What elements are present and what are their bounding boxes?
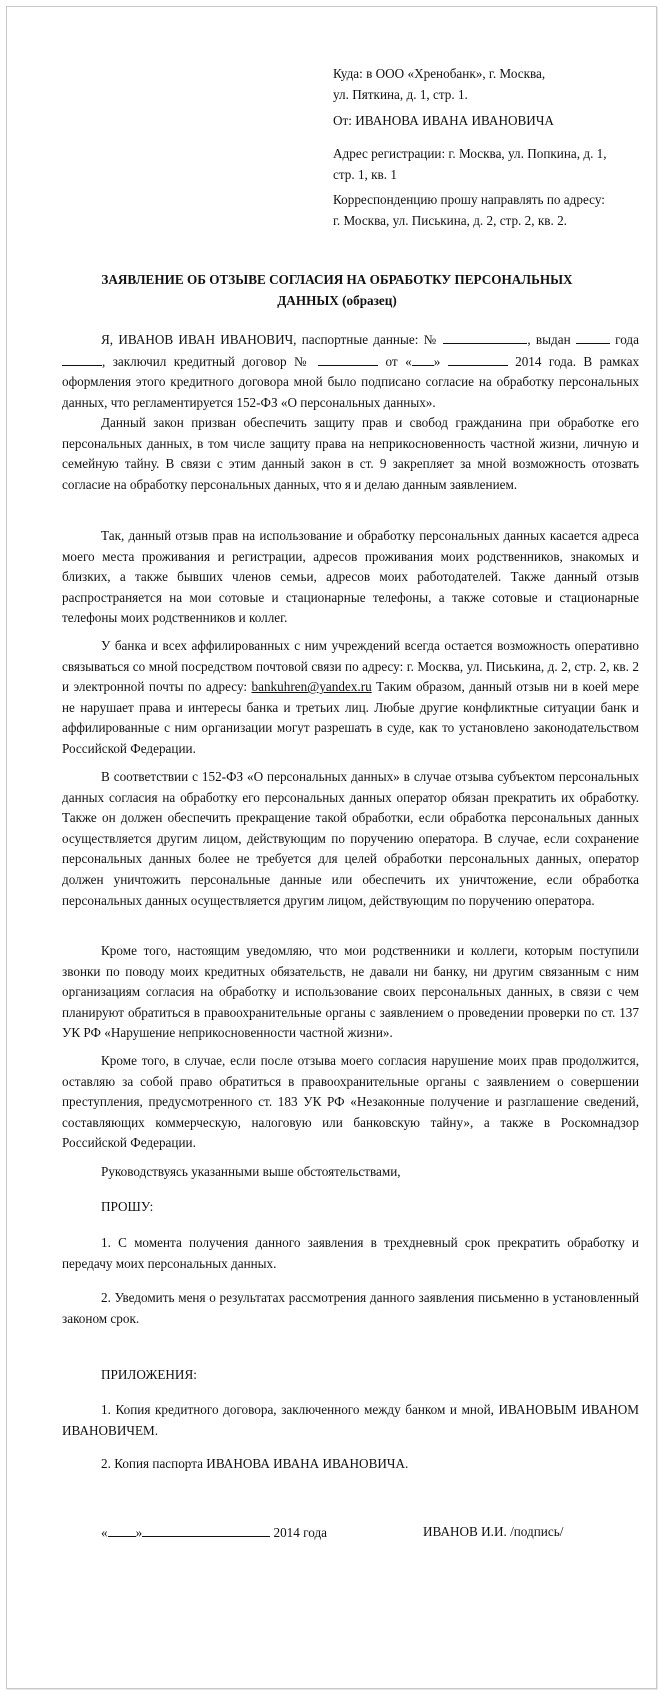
att1-text: 1. Копия кредитного договора, заключенного между банком и мной, ИВАНОВЫМ ИВАНОМ ИВАНОВИЧЕМ. xyxy=(62,1402,639,1438)
recipient-block xyxy=(333,64,638,105)
date-line xyxy=(101,1522,327,1544)
email-link[interactable]: bankuhren@yandex.ru xyxy=(251,679,372,695)
date-day-blank xyxy=(108,1522,136,1537)
date-year: 2014 года xyxy=(273,1525,328,1540)
correspondence-line-2: г. Москва, ул. Писькина, д. 2, стр. 2, кв. 2. xyxy=(333,212,567,228)
issued-by-blank xyxy=(576,329,610,344)
paragraph-7 xyxy=(62,1051,639,1154)
contract-number-blank xyxy=(318,351,378,366)
correspondence-line-1: Корреспонденцию прошу направлять по адресу: xyxy=(333,192,605,207)
req1-text: 1. С момента получения данного заявления в трехдневный срок прекратить обработку и передачу моих персональных данных. xyxy=(62,1235,639,1271)
registration-address xyxy=(333,144,638,185)
document-title xyxy=(67,270,607,312)
recipient-line-1: Куда: в ООО «Хренобанк», г. Москва, xyxy=(333,66,546,81)
p5-text: В соответствии с 152-ФЗ «О персональных данных» в случае отзыва субъектом персональных данных согласия на обработку его персональных данных оператор обязан прекратить их обработку. Также он должен обеспечить прекращение такой обработки, если обработка персональных данных осуществляется другим лицом, действующим по поручению оператора. В случае, если сохранение персональных данных более не требуется для целей обработки персональных данных, оператор должен уничтожить персональные данные или обеспечить их уничтожение, если обработка персональных данных осуществляется другим лицом, действующим по поручению оператора. xyxy=(62,769,639,908)
paragraph-3 xyxy=(62,526,639,629)
paragraph-2 xyxy=(62,413,639,495)
sender-line: От: ИВАНОВА ИВАНА ИВАНОВИЧА xyxy=(333,113,554,128)
paragraph-1 xyxy=(62,329,639,413)
document-page xyxy=(6,6,657,1689)
p1-text-f: » xyxy=(433,353,441,369)
paragraph-5 xyxy=(62,767,639,911)
passport-number-blank xyxy=(443,329,527,344)
registration-line-1: Адрес регистрации: г. Москва, ул. Попкина, д. 1, xyxy=(333,146,607,161)
paragraph-6 xyxy=(62,941,639,1044)
title-line-2: ДАННЫХ (образец) xyxy=(277,292,397,308)
p1-text-a: Я, ИВАНОВ ИВАН ИВАНОВИЧ, паспортные данные: № xyxy=(101,332,439,347)
title-line-1: ЗАЯВЛЕНИЕ ОБ ОТЗЫВЕ СОГЛАСИЯ НА ОБРАБОТКУ ПЕРСОНАЛЬНЫХ xyxy=(101,272,573,287)
contract-month-blank xyxy=(448,351,508,366)
issue-year-blank xyxy=(62,351,102,366)
date-close-quote: » xyxy=(135,1525,143,1540)
prosh-text: ПРОШУ: xyxy=(101,1199,154,1214)
attachments-title: ПРИЛОЖЕНИЯ: xyxy=(101,1367,197,1382)
attachment-item-2 xyxy=(62,1454,639,1475)
signature-line: ИВАНОВ И.И. /подпись/ xyxy=(423,1524,564,1539)
p1-text-d: , заключил кредитный договор № xyxy=(102,353,311,369)
date-month-blank xyxy=(142,1522,270,1537)
request-item-2 xyxy=(62,1288,639,1329)
request-heading xyxy=(62,1197,639,1218)
attachments-heading xyxy=(62,1365,639,1386)
correspondence-address xyxy=(333,190,638,231)
p7-text: Кроме того, в случае, если после отзыва моего согласия нарушение моих прав продолжится, оставляю за собой право обратиться в правоохранительные органы с заявлением о совершении преступления, предусмотренного ст. 183 УК РФ «Незаконные получение и разглашение сведений, составляющих коммерческую, налоговую или банковскую тайну», а также в Роскомнадзор Российской Федерации. xyxy=(62,1053,639,1151)
p1-text-b: , выдан xyxy=(527,332,571,347)
p1-text-e: от « xyxy=(385,353,412,369)
p4-text-a: У банка и всех аффилированных с ним учреждений всегда остается возможность оперативно связываться со мной посредством почтовой связи по адресу: г. Москва, ул. Писькина, д. 2, стр. 2, кв. 2 и электронной почты по адресу: xyxy=(62,638,639,695)
p1-text-c: года xyxy=(615,332,639,347)
date-open-quote: « xyxy=(101,1525,108,1540)
paragraph-4 xyxy=(62,636,639,760)
attachment-item-1 xyxy=(62,1400,639,1441)
registration-line-2: стр. 1, кв. 1 xyxy=(333,166,397,182)
paragraph-8 xyxy=(62,1162,639,1183)
p2-text: Данный закон призван обеспечить защиту прав и свобод гражданина при обработке его персональных данных, в том числе защиту права на неприкосновенность частной жизни, личную и семейную тайну. В связи с этим данный закон в ст. 9 закрепляет за мной возможность отозвать согласие на обработку персональных данных, что я и делаю данным заявлением. xyxy=(62,415,639,492)
request-item-1 xyxy=(62,1233,639,1274)
p4-text-b: Таким образом, данный отзыв ни в коей мере не нарушает права и интересы банка и третьих лиц. Любые другие конфликтные ситуации банк и аффилированные с ним организации могут разрешать в суде, как то установлено законодательством Российской Федерации. xyxy=(62,679,640,756)
recipient-line-2: ул. Пяткина, д. 1, стр. 1. xyxy=(333,86,468,102)
contract-day-blank xyxy=(412,351,434,366)
req2-text: 2. Уведомить меня о результатах рассмотрения данного заявления письменно в установленный законом срок. xyxy=(62,1290,639,1326)
p6-text: Кроме того, настоящим уведомляю, что мои родственники и коллеги, которым поступили звонки по поводу моих кредитных обязательств, не давали ни банку, ни другим связанным с ним организациям согласия на обработку и использование своих персональных данных, в связи с чем планируют обратиться в правоохранительные органы с заявлением о проведении проверки по ст. 137 УК РФ «Нарушение неприкосновенности частной жизни». xyxy=(62,943,639,1041)
p3-text: Так, данный отзыв прав на использование и обработку персональных данных касается адреса моего места проживания и регистрации, адресов проживания моих родственников, знакомых и близких, а также бывших членов семьи, адресов моих работодателей. Также данный отзыв распространяется на мои сотовые и стационарные телефоны, а также сотовые и стационарные телефоны моих родственников и коллег. xyxy=(62,528,639,626)
att2-text: 2. Копия паспорта ИВАНОВА ИВАНА ИВАНОВИЧА. xyxy=(101,1456,409,1471)
p8-text: Руководствуясь указанными выше обстоятельствами, xyxy=(101,1164,401,1179)
p1-text-g: 2014 года. В рамках оформления этого кредитного договора мной было подписано согласие на обработку персональных данных, что регламентируется 152-ФЗ «О персональных данных». xyxy=(62,353,640,410)
